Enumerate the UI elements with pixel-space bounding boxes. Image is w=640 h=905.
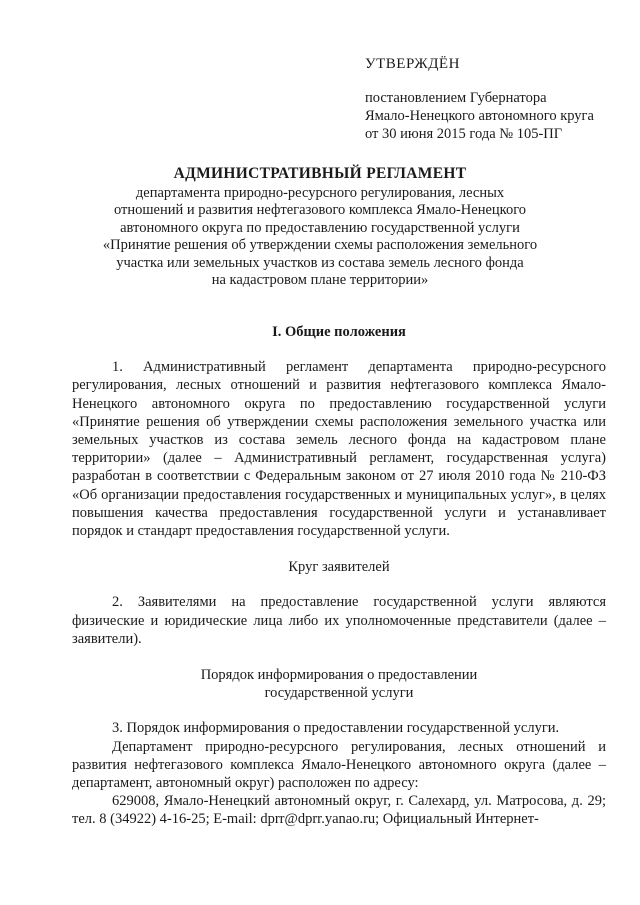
document-title: АДМИНИСТРАТИВНЫЙ РЕГЛАМЕНТ: [173, 165, 467, 182]
subheading-applicants: Круг заявителей: [288, 559, 390, 576]
title-line: на кадастровом плане территории»: [211, 272, 429, 288]
subheading-informing: [72, 666, 606, 702]
subheading-line: Порядок информирования о предоставлении: [200, 667, 478, 684]
document-body: [72, 323, 606, 829]
title-line: «Принятие решения об утверждении схемы расположения земельного: [102, 237, 538, 253]
paragraph-1: 1. Административный регламент департамента природно-ресурсного регулирования, лесных отношений и развития нефтегазового комплекса Ямало-Ненецкого автономного округа по предоставлению государственной услуги «Принятие решения об утверждении схемы расположения земельного участка или земельных участков из состава земель лесного фонда на кадастровом плане территории» (далее – Административный регламент, государственная услуга) разработан в соответствии с Федеральным законом от 27 июля 2010 года № 210-ФЗ «Об организации предоставления государственных и муниципальных услуг», в целях повышения качества предоставления государственной услуги и устанавливает порядок и стандарт предоставления государственной услуги.: [72, 359, 606, 540]
approval-line: от 30 июня 2015 года № 105-ПГ: [365, 126, 563, 142]
paragraph-3: 3. Порядок информирования о предоставлении государственной услуги.: [112, 720, 560, 737]
approval-stamp-word: УТВЕРЖДЁН: [365, 56, 460, 72]
approval-stamp-block: [365, 55, 625, 143]
paragraph-5: 629008, Ямало-Ненецкий автономный округ, г. Салехард, ул. Матросова, д. 29; тел. 8 (34922) 4-16-25; E-mail: dprr@dprr.yanao.ru; Официальный Интернет-: [72, 793, 606, 828]
title-line: участка или земельных участков из состава земель лесного фонда: [116, 254, 524, 271]
paragraph-2: 2. Заявителями на предоставление государственной услуги являются физические и юридические лица либо их уполномоченные представители (далее – заявители).: [72, 594, 606, 647]
approval-line: Ямало-Ненецкого автономного круга: [365, 108, 594, 124]
paragraph-4: Департамент природно-ресурсного регулирования, лесных отношений и развития нефтегазового комплекса Ямало-Ненецкого автономного округа (далее – департамент, автономный округ) расположен по адресу:: [72, 738, 606, 792]
subheading-line: государственной услуги: [264, 685, 414, 702]
title-line: департамента природно-ресурсного регулирования, лесных: [135, 184, 505, 201]
title-line: автономного округа по предоставлению государственной услуги: [120, 219, 520, 236]
approval-line: постановлением Губернатора: [365, 90, 547, 106]
document-title-block: [70, 165, 570, 290]
section-heading: I. Общие положения: [272, 324, 406, 340]
title-line: отношений и развития нефтегазового комплекса Ямало-Ненецкого: [113, 202, 527, 218]
